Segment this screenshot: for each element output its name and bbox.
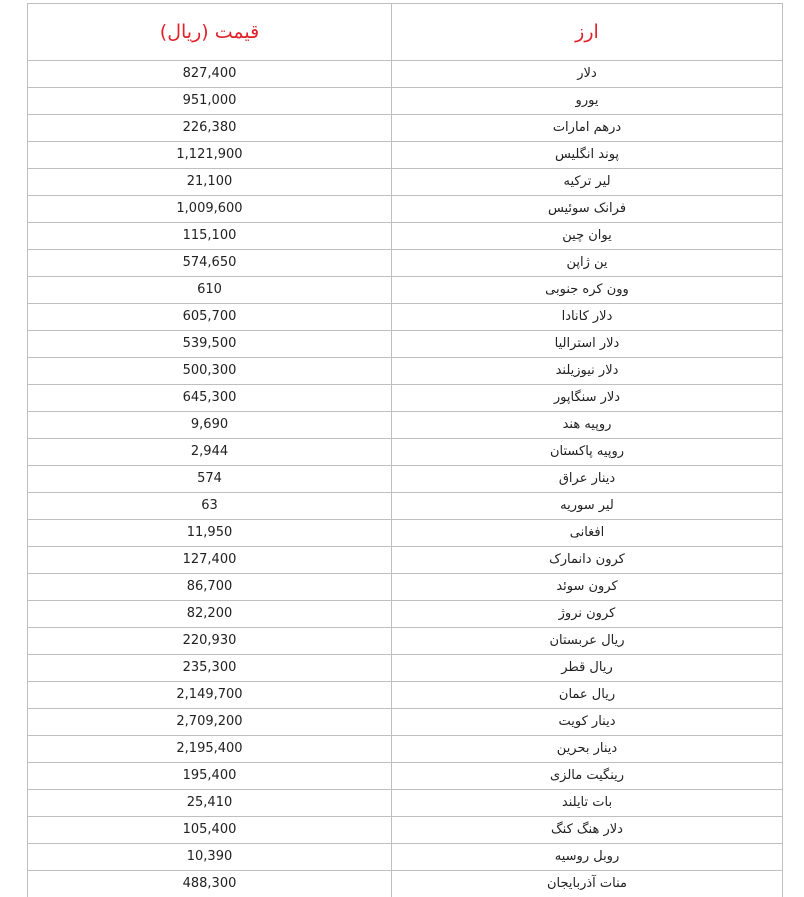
price-value: 127,400 [182, 552, 237, 567]
table-row [28, 88, 783, 115]
currency-name-cell: درهم امارات [392, 115, 783, 142]
price-cell [28, 142, 392, 169]
price-cell [28, 520, 392, 547]
price-value: 574 [197, 471, 222, 486]
currency-name-cell: دلار [392, 61, 783, 88]
price-value: 226,380 [182, 120, 237, 135]
price-value: 11,950 [186, 525, 233, 540]
price-value: 1,121,900 [176, 147, 243, 162]
price-value: 86,700 [186, 579, 233, 594]
price-cell [28, 385, 392, 412]
currency-rates-table [27, 3, 783, 897]
table-row [28, 682, 783, 709]
price-cell [28, 61, 392, 88]
currency-name-cell: دلار هنگ کنگ [392, 817, 783, 844]
price-cell [28, 601, 392, 628]
currency-name-cell: روپیه هند [392, 412, 783, 439]
price-cell [28, 358, 392, 385]
price-cell [28, 628, 392, 655]
price-cell [28, 790, 392, 817]
table-row [28, 142, 783, 169]
currency-name-cell: دلار استرالیا [392, 331, 783, 358]
price-cell [28, 736, 392, 763]
price-value: 827,400 [182, 66, 237, 81]
table-row [28, 871, 783, 897]
currency-name-cell: ریال قطر [392, 655, 783, 682]
table-row [28, 817, 783, 844]
table-header-row [28, 4, 783, 61]
price-value: 951,000 [182, 93, 237, 108]
currency-name-cell: لیر سوریه [392, 493, 783, 520]
price-value: 25,410 [186, 795, 233, 810]
price-value: 2,195,400 [176, 741, 243, 756]
price-value: 10,390 [186, 849, 233, 864]
price-cell [28, 277, 392, 304]
price-cell [28, 169, 392, 196]
price-value: 605,700 [182, 309, 237, 324]
price-value: 500,300 [182, 363, 237, 378]
currency-name-cell: ین ژاپن [392, 250, 783, 277]
price-value: 82,200 [186, 606, 233, 621]
price-cell [28, 871, 392, 897]
currency-name-cell: دینار بحرین [392, 736, 783, 763]
table-row [28, 601, 783, 628]
table-row [28, 277, 783, 304]
price-cell [28, 88, 392, 115]
table-row [28, 763, 783, 790]
currency-name-cell: یورو [392, 88, 783, 115]
table-body [28, 61, 783, 897]
currency-column-header [392, 4, 783, 61]
price-cell [28, 682, 392, 709]
table-row [28, 466, 783, 493]
currency-name-cell: ریال عربستان [392, 628, 783, 655]
table-row [28, 412, 783, 439]
currency-name-cell: روبل روسیه [392, 844, 783, 871]
price-cell [28, 250, 392, 277]
table-row [28, 304, 783, 331]
currency-name-cell: افغانی [392, 520, 783, 547]
currency-header-label: ارز [575, 21, 599, 43]
currency-name-cell: ریال عمان [392, 682, 783, 709]
price-cell [28, 655, 392, 682]
table-row [28, 709, 783, 736]
price-value: 574,650 [182, 255, 237, 270]
table-row [28, 844, 783, 871]
currency-name-cell: یوان چین [392, 223, 783, 250]
price-cell [28, 466, 392, 493]
price-cell [28, 304, 392, 331]
currency-name-cell: بات تایلند [392, 790, 783, 817]
table-row [28, 223, 783, 250]
price-column-header [28, 4, 392, 61]
price-value: 645,300 [182, 390, 237, 405]
price-value: 9,690 [190, 417, 229, 432]
price-cell [28, 196, 392, 223]
table-row [28, 790, 783, 817]
table-row [28, 547, 783, 574]
table-row [28, 115, 783, 142]
price-value: 2,944 [190, 444, 229, 459]
currency-name-cell: کرون نروژ [392, 601, 783, 628]
currency-name-cell: کرون سوئد [392, 574, 783, 601]
currency-name-cell: کرون دانمارک [392, 547, 783, 574]
table-row [28, 169, 783, 196]
price-cell [28, 412, 392, 439]
currency-name-cell: رینگیت مالزی [392, 763, 783, 790]
price-cell [28, 547, 392, 574]
currency-name-cell: دلار کانادا [392, 304, 783, 331]
price-cell [28, 709, 392, 736]
price-value: 115,100 [182, 228, 237, 243]
currency-name-cell: دلار نیوزیلند [392, 358, 783, 385]
price-cell [28, 763, 392, 790]
price-cell [28, 331, 392, 358]
currency-name-cell: دینار عراق [392, 466, 783, 493]
currency-name-cell: روپیه پاکستان [392, 439, 783, 466]
currency-name-cell: وون کره جنوبی [392, 277, 783, 304]
table-row [28, 520, 783, 547]
currency-name-cell: دینار کویت [392, 709, 783, 736]
price-value: 105,400 [182, 822, 237, 837]
price-value: 2,149,700 [176, 687, 243, 702]
price-cell [28, 574, 392, 601]
table-row [28, 358, 783, 385]
price-cell [28, 439, 392, 466]
table-row [28, 655, 783, 682]
price-value: 235,300 [182, 660, 237, 675]
price-value: 2,709,200 [176, 714, 243, 729]
price-value: 21,100 [186, 174, 233, 189]
price-value: 1,009,600 [176, 201, 243, 216]
table-row [28, 385, 783, 412]
table-row [28, 493, 783, 520]
price-value: 220,930 [182, 633, 237, 648]
price-cell [28, 493, 392, 520]
price-value: 610 [197, 282, 222, 297]
currency-name-cell: دلار سنگاپور [392, 385, 783, 412]
table-row [28, 736, 783, 763]
currency-name-cell: فرانک سوئیس [392, 196, 783, 223]
table-row [28, 331, 783, 358]
currency-name-cell: لیر ترکیه [392, 169, 783, 196]
price-value: 195,400 [182, 768, 237, 783]
price-cell [28, 115, 392, 142]
currency-name-cell: پوند انگلیس [392, 142, 783, 169]
price-cell [28, 223, 392, 250]
table-row [28, 61, 783, 88]
table-row [28, 196, 783, 223]
table-row [28, 574, 783, 601]
currency-name-cell: منات آذربایجان [392, 871, 783, 897]
price-header-label: قیمت (ریال) [159, 21, 260, 43]
price-value: 488,300 [182, 876, 237, 891]
table-row [28, 250, 783, 277]
price-cell [28, 844, 392, 871]
price-cell [28, 817, 392, 844]
price-value: 539,500 [182, 336, 237, 351]
price-value: 63 [201, 498, 218, 513]
table-row [28, 439, 783, 466]
table-row [28, 628, 783, 655]
